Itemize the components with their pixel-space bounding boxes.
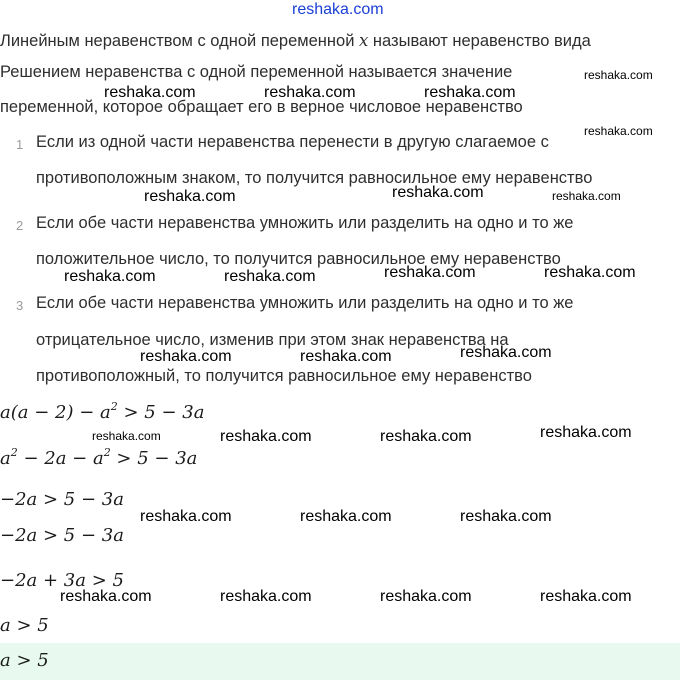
watermark: reshaka.com [424,84,516,101]
rule-number-1: 1 [16,137,24,152]
rule-1-line2: противоположным знаком, то получится равносильное ему неравенство [36,169,593,187]
watermark: reshaka.com [540,588,632,605]
step-1: $a(a - 2) - a^2 > 5 - 3a$ [0,400,205,423]
answer-highlight [0,643,680,680]
rule-3-line1: Если обе части неравенства умножить или разделить на одно и то же [36,294,574,312]
watermark: reshaka.com [64,268,156,285]
rule-1-line1: Если из одной части неравенства перенести в другую слагаемое с [36,133,549,151]
solution-definition-line2: переменной, которое обращает его в верное числовое неравенство [0,98,523,116]
watermark: reshaka.com [144,188,236,205]
definition-prefix: Линейным неравенством с одной переменной [0,32,355,50]
watermark: reshaka.com [460,344,552,361]
step-3: −2a > 5 − 3a [0,489,124,510]
step-2: $a^2 - 2a - a^2 > 5 - 3a$ [0,446,198,469]
step-5: −2a + 3a > 5 [0,570,124,591]
watermark: reshaka.com [104,84,196,101]
definition-suffix: называют неравенство вида [372,32,591,50]
watermark: reshaka.com [584,124,653,138]
watermark: reshaka.com [220,428,312,445]
watermark: reshaka.com [300,508,392,525]
watermark: reshaka.com [380,428,472,445]
watermark: reshaka.com [220,588,312,605]
watermark: reshaka.com [380,588,472,605]
watermark: reshaka.com [300,348,392,365]
watermark: reshaka.com [264,84,356,101]
watermark: reshaka.com [60,588,152,605]
rule-number-3: 3 [16,298,24,313]
watermark: reshaka.com [384,264,476,281]
watermark: reshaka.com [140,348,232,365]
watermark: reshaka.com [540,424,632,441]
watermark: reshaka.com [544,264,636,281]
rule-2-line2: положительное число, то получится равносильное ему неравенство [36,250,561,268]
watermark: reshaka.com [460,508,552,525]
watermark: reshaka.com [584,68,653,82]
watermark: reshaka.com [140,508,232,525]
answer: a > 5 [0,650,49,671]
definition-variable: x [359,31,369,50]
definition-text [0,31,591,51]
step-6: a > 5 [0,615,49,636]
watermark: reshaka.com [92,429,161,443]
watermark: reshaka.com [224,268,316,285]
step-4: −2a > 5 − 3a [0,525,124,546]
rule-3-line2: отрицательное число, изменив при этом знак неравенства на [36,331,509,349]
rule-number-2: 2 [16,218,24,233]
site-title[interactable]: reshaka.com [292,1,384,18]
watermark: reshaka.com [392,184,484,201]
rule-3-line3: противоположный, то получится равносильное ему неравенство [36,367,532,385]
rule-2-line1: Если обе части неравенства умножить или разделить на одно и то же [36,214,574,232]
watermark: reshaka.com [552,189,621,203]
solution-definition-line1: Решением неравенства с одной переменной называется значение [0,63,513,81]
